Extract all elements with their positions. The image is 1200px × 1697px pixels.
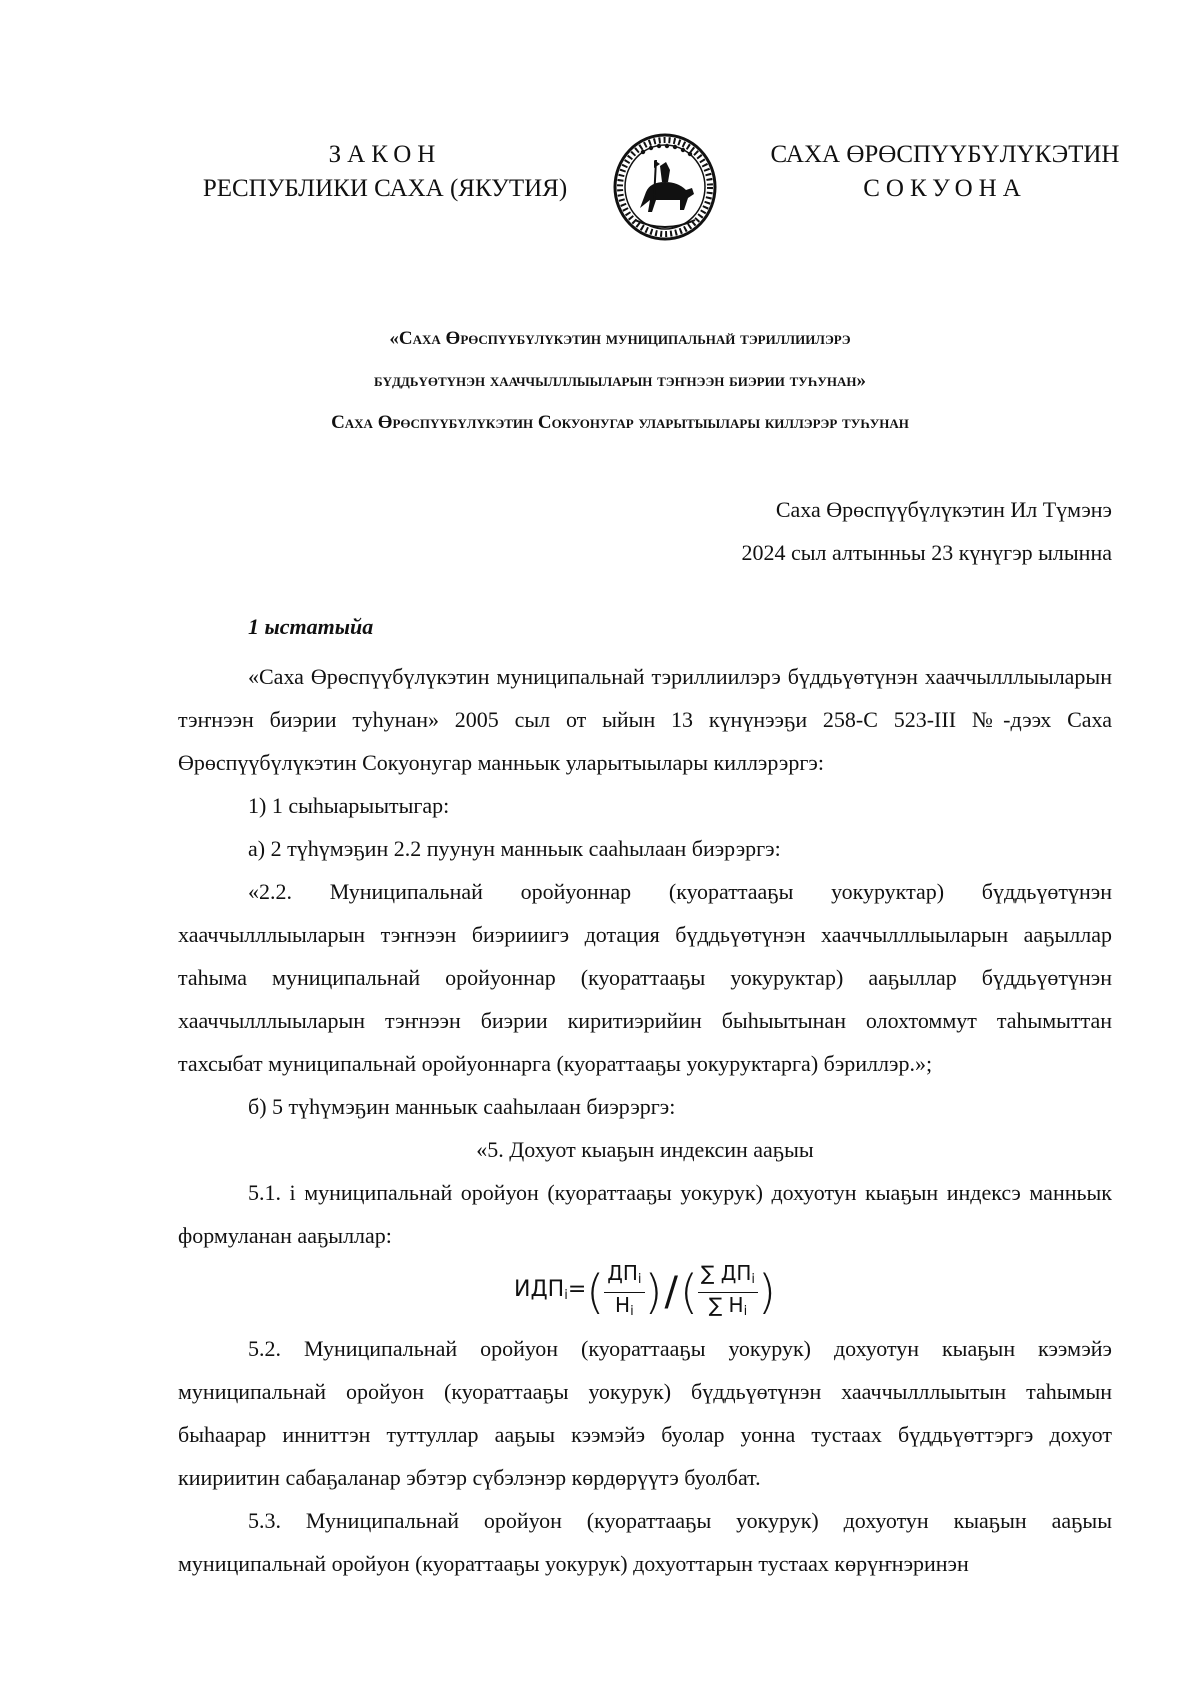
paragraph: б) 5 түһүмэҕин манньык сааһылаан биэрэргэ: [248, 1094, 676, 1119]
paragraph: а) 2 түһүмэҕин 2.2 пуунун манньык сааһылаан биэрэргэ: [248, 836, 781, 861]
adoption-date: 2024 сыл алтынньы 23 күнүгэр ылынна [741, 540, 1112, 565]
emblem-icon [610, 130, 720, 245]
adoption-block [742, 488, 1113, 574]
section-heading: «5. Дохуот кыаҕын индексин ааҕыы [476, 1137, 814, 1162]
title-line-3: Саха Өрөспүүбүлүкэтин Сокуонугар уларытыылары киллэрэр туһунан [331, 412, 909, 433]
paragraph: 5.1. i муниципальнай оройуон (куораттааҕы уокурук) дохуотун кыаҕын индексэ манньык формуланан ааҕыллар: [178, 1180, 1112, 1248]
formula: $ИДП_i=$ ( $\frac{ДП_i}{Н_i}$ ) / ( $\frac{\sum ДП_i}{\sum Н_i}$ ) [178, 1257, 1112, 1327]
formula-lhs: $ИДП_i=$ [514, 1276, 587, 1303]
paragraph: 1) 1 сыһыарыытыгар: [248, 793, 450, 818]
header-left [175, 138, 595, 206]
header-republic: РЕСПУБЛИКИ САХА (ЯКУТИЯ) [202, 175, 568, 202]
formula-fraction-2: $\frac{\sum ДП_i}{\sum Н_i}$ [698, 1261, 758, 1324]
header-zakon: ЗАКОН [328, 141, 442, 168]
article-heading: 1 ыстатыйа [248, 614, 374, 639]
header-right [745, 138, 1145, 206]
adoption-body: Саха Өрөспүүбүлүкэтин Ил Түмэнэ [775, 497, 1112, 522]
paragraph: «Саха Өрөспүүбүлүкэтин муниципальнай тэриллиилэрэ бүддьүөтүнэн хааччылллыыларын тэҥнээн биэрии туһунан» 2005 сыл от ыйын 13 күнүнээҕи 258-С 523-III №-дээх Саха Өрөспүүбүлүкэтин Сокуонугар манньык уларытыылары киллэрэргэ: [178, 664, 1112, 775]
header-sakha-republic: САХА ӨРӨСПҮҮБҮЛҮКЭТИН [770, 141, 1120, 168]
header-sokuona: СОКУОНА [863, 175, 1027, 202]
paragraph: «2.2. Муниципальнай оройуоннар (куораттааҕы уокуруктар) бүддьүөтүнэн хааччылллыыларын тэҥнээн биэрииигэ дотация бүддьүөтүнэн хааччылллыыларын ааҕыллар таһыма муниципальнай оройуоннар (куораттааҕы уокуруктар) ааҕыллар бүддьүөтүнэн хааччылллыыларын тэҥнээн биэрии киритиэрийин быһыытынан олохтоммут таһымыттан тахсыбат муниципальнай оройуоннарга (куораттааҕы уокуруктарга) бэриллэр.»; [178, 879, 1112, 1076]
law-title [150, 318, 1090, 444]
title-line-2: бүддьүөтүнэн хааччылллыыларын тэҥнээн биэрии туһунан» [374, 370, 866, 391]
paragraph: 5.3. Муниципальнай оройуон (куораттааҕы уокурук) дохуотун кыаҕын ааҕыы муниципальнай оройуон (куораттааҕы уокурук) дохуоттарын тустаах көрүҥнэринэн [178, 1508, 1112, 1576]
paragraph: 5.2. Муниципальнай оройуон (куораттааҕы уокурук) дохуотун кыаҕын кээмэйэ муниципальнай оройуон (куораттааҕы уокурук) бүддьүөтүнэн хааччылллыытын таһымын быһаарар инниттэн туттуллар ааҕыы кээмэйэ буолар уонна тустаах бүддьүөттэргэ дохуот киириитин сабаҕаланар эбэтэр сүбэлэнэр көрдөрүүтэ буолбат. [178, 1336, 1112, 1490]
formula-fraction-1: $\frac{ДП_i}{Н_i}$ [604, 1261, 644, 1324]
title-line-1: «Саха Өрөспүүбүлүкэтин муниципальнай тэриллиилэрэ [389, 328, 851, 349]
article-body [178, 655, 1112, 1585]
